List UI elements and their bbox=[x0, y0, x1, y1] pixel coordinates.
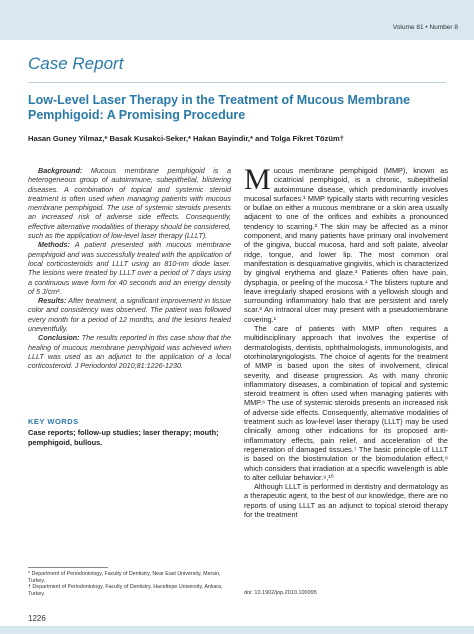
conclusion-label: Conclusion: bbox=[38, 333, 80, 343]
doi: doi: 10.1902/jop.2010.100095 bbox=[244, 590, 317, 596]
volume-number: Volume 81 • Number 8 bbox=[392, 24, 458, 31]
abstract-conclusion bbox=[28, 333, 231, 370]
page-number: 1226 bbox=[28, 614, 46, 623]
header-divider bbox=[28, 82, 446, 83]
results-text: After treatment, a significant improvement in tissue color and consistency was observed. The patient was followed every month for a period of 12 months, and the lesions healed uneventfully. bbox=[28, 296, 231, 334]
drop-cap: M bbox=[244, 163, 271, 196]
footer-band bbox=[0, 626, 474, 634]
affiliation-2: † Department of Periodontology, Faculty of Dentistry, Hacettepe University, Ankara, Turkey. bbox=[28, 584, 223, 597]
background-text: Mucous membrane pemphigoid is a heterogeneous group of autoimmune, subepithelial, blistering diseases. A combination of topical and systemic steroid treatment is often used when managing patients with mucous membrane pemphigoid. The use of systemic steroids presents an increased risk of adverse side effects. Consequently, effective alternative modalities of therapy should be considered, such as the application of low-level laser therapy (LLLT). bbox=[28, 166, 231, 241]
keywords-heading: KEY WORDS bbox=[28, 417, 79, 426]
conclusion-text: The results reported in this case show that the healing of mucous membrane pemphigoid was achieved when LLLT was used as an adjunct to the application of a local corticosteroid. J Periodontol 2010;81:1226-1230. bbox=[28, 333, 231, 371]
body-paragraph-2: The care of patients with MMP often requires a multidisciplinary approach that involves the expertise of dermatologists, dentists, ophthalmologists, immunologists, and otorhinolaryngologists. The choice of agents for the treatment of MMP is based upon the sites of involvement, clinical severity, and disease progression. As with many chronic inflammatory diseases, a combination of topical and systemic steroid treatment is often used when managing patients with MMP.⁶ The use of systemic steroids presents an increased risk of adverse side effects. Consequently, alternative modalities of treatment such as low-level laser therapy (LLLT) may be used clinically among other indications for its proposed anti-inflammatory effects, pain relief, and acceleration of the regeneration of damaged tissues.⁷ The basic principle of LLLT is based on the biostimulation or the biomodulation effect,⁸ which considers that irradiation at a specific wavelength is able to alter cellular behavior.⁹,¹⁰ bbox=[244, 324, 448, 482]
affiliation-1: * Department of Periodontology, Faculty of Dentistry, Near East University, Mersin, Turkey. bbox=[28, 571, 221, 584]
methods-label: Methods: bbox=[38, 240, 70, 250]
header-band bbox=[0, 0, 474, 40]
body-paragraph-1 bbox=[244, 163, 449, 324]
keywords-text: Case reports; follow-up studies; laser therapy; mouth; pemphigoid, bullous. bbox=[28, 428, 219, 447]
background-label: Background: bbox=[38, 166, 83, 175]
affiliations bbox=[28, 571, 238, 597]
abstract-methods bbox=[28, 240, 231, 296]
body-text bbox=[244, 163, 449, 519]
footnote-divider bbox=[28, 567, 108, 568]
section-label: Case Report bbox=[28, 54, 124, 73]
results-label: Results: bbox=[38, 296, 67, 306]
article-title: Low-Level Laser Therapy in the Treatment of Mucous Membrane Pemphigoid: A Promising Procedure bbox=[28, 93, 411, 122]
body-paragraph-3: Although LLLT is performed in dentistry and dermatology as a therapeutic agent, to the best of our knowledge, there are no reports of using LLLT as an adjunct to topical steroid therapy for the treatment bbox=[244, 482, 448, 519]
abstract bbox=[28, 166, 231, 371]
body-paragraph-1-text: ucous membrane pemphigoid (MMP), known as cicatricial pemphigoid, is a chronic, subepithelial autoimmune disease, which predominantly involves mucosal surfaces.¹ MMP typically starts with recurring vesicles or bullae on either a mucous membrane or a skin area usually adjacent to one of the orifices and exhibits a pronounced tendency to scarring.² The skin may be affected as a minor component, and many patients have primary oral involvement of the gingiva, buccal mucosa, hard and soft palate, alveolar ridge, tongue, and lower lip. The most common oral manifestation is desquamative gingivitis, which is characterized by gingival erythema and glaze.³ Patients often have pain, dysphagia, or peeling of the mucosa.⁴ The blisters rupture and leave irregularly shaped erosions with a yellowish slough and surrounding inflammatory halo that are persistent and rarely scar.³ An intraoral ulcer may present with a pseudomembrane covering.¹ bbox=[244, 166, 449, 324]
abstract-background bbox=[28, 166, 231, 240]
author-list: Hasan Guney Yilmaz,* Basak Kusakci-Seker,* Hakan Bayindir,* and Tolga Fikret Tözüm† bbox=[28, 134, 344, 143]
abstract-results bbox=[28, 296, 231, 333]
methods-text: A patient presented with mucous membrane pemphigoid and was successfully treated with the application of local corticosteroids and LLLT using an 810-nm diode laser. The lesions were treated by LLLT over a period of 7 days using a continuous wave form for 40 seconds and an energy density of 5 J/cm². bbox=[28, 240, 231, 296]
